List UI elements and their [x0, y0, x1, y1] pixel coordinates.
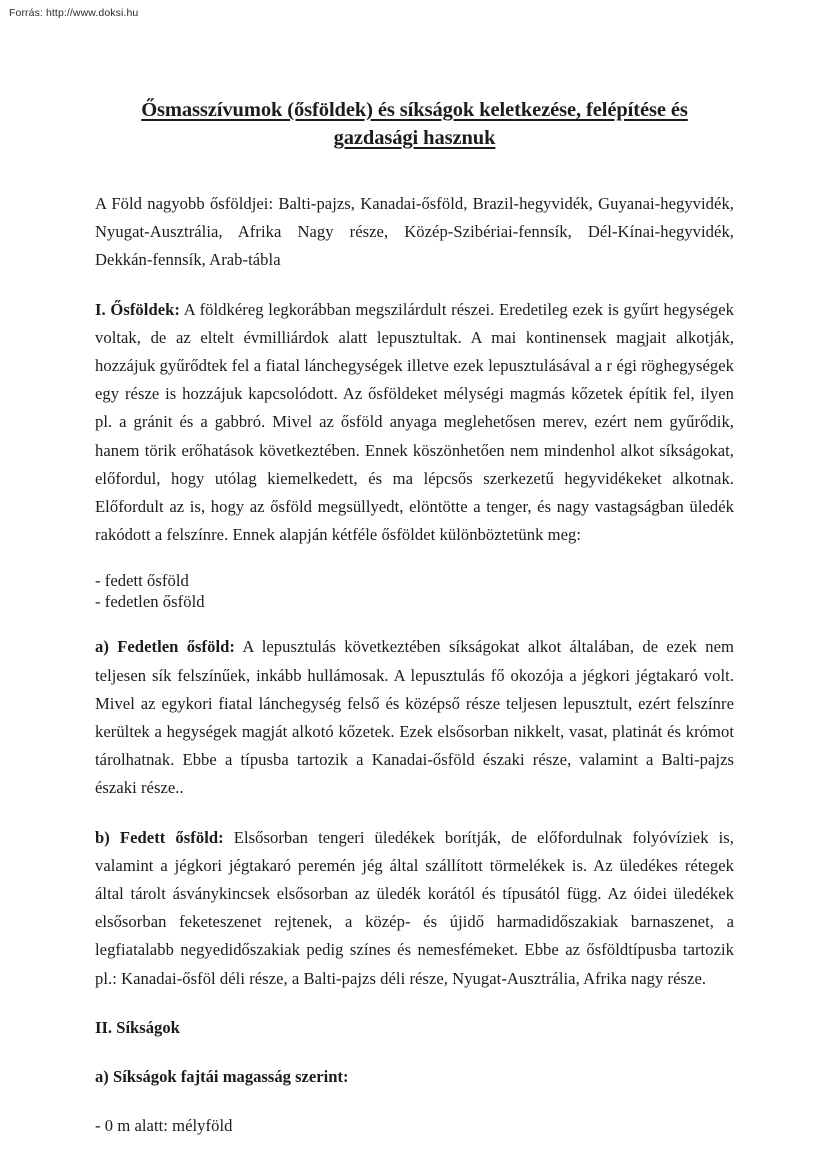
document-body — [95, 96, 734, 1161]
section-siksagok-heading: II. Síkságok — [95, 1017, 180, 1037]
section-fedett-body: Elsősorban tengeri üledékek borítják, de előfordulnak folyóvíziek is, valamint a jégkori jégtakaró peremén jég által szállított törmelékek is. Az üledékes rétegek által tárolt ásványkincsek elsősorban az üledék korától és típusától függ. Az óidei üledékek elsősorban feketeszenet rejtenek, a közép- és újidő harmadidőszakiak barnaszenet, a legfiatalabb negyedidőszakiak pedig színes és nemesfémeket. Ebbe az ősföldtípusba tartozik pl.: Kanadai-ősföl déli része, a Balti-pajzs déli része, Nyugat-Ausztrália, Afrika nagy része. — [95, 827, 734, 988]
list-item: - fedett ősföld — [95, 571, 189, 591]
page-title: Ősmasszívumok (ősföldek) és síkságok keletkezése, felépítése és gazdasági hasznuk — [141, 99, 688, 149]
section-fedett-paragraph — [95, 824, 734, 993]
section-fedetlen-body: A lepusztulás következtében síkságokat alkot általában, de ezek nem teljesen sík felszínűek, inkább hullámosak. A lepusztulás fő okozója a jégkori jégtakaró volt. Mivel az egykori fiatal lánchegység felső és középső része teljesen lepusztult, ezért felszínre kerültek a hegységek magját alkotó kőzetek. Ezek elsősorban nikkelt, vasat, platinát és krómot tárolhatnak. Ebbe a típusba tartozik a Kanadai-ősföld északi része, valamint a Balti-pajzs északi része.. — [95, 637, 734, 798]
siksagok-list-item: - 0 m alatt: mélyföld — [95, 1116, 233, 1136]
section-fedett-lead: b) Fedett ősföld: — [95, 827, 224, 847]
section-osfoldek-body: A földkéreg legkorábban megszilárdult részei. Eredetileg ezek is gyűrt hegységek voltak, de az eltelt évmilliárdok alatt lepusztultak. A mai kontinensek magjait alkotják, hozzájuk gyűrődtek fel a fiatal lánchegységek illetve ezek lepusztulásával a r égi röghegységek egy része is hozzájuk kapcsolódott. Az ősföldeket mélységi magmás kőzetek építik fel, ilyen pl. a gránit és a gabbró. Mivel az ősföld anyaga meglehetősen merev, ezért nem gyűrődik, hanem törik erőhatások következtében. Ennek köszönhetően nem mindenhol alkot síkságokat, előfordul, hogy utólag kiemelkedett, és ma lépcsős szerkezetű hegyvidékeket alkotnak. Előfordult az is, hogy az ősföld megsüllyedt, elöntötte a tenger, és nagy vastagságban üledék rakódott a felszínre. Ennek alapján kétféle ősföldet különböztetünk meg: — [95, 299, 734, 545]
list-item: - fedetlen ősföld — [95, 592, 205, 612]
section-fedetlen-lead: a) Fedetlen ősföld: — [95, 637, 235, 657]
osfold-types-list — [95, 570, 734, 612]
source-watermark: Forrás: http://www.doksi.hu — [9, 7, 139, 19]
section-siksagok-subheading: a) Síkságok fajtái magasság szerint: — [95, 1067, 349, 1087]
intro-paragraph: A Föld nagyobb ősföldjei: Balti-pajzs, Kanadai-ősföld, Brazil-hegyvidék, Guyanai-hegyvidék, Nyugat-Ausztrália, Afrika Nagy része, Közép-Szibériai-fennsík, Dél-Kínai-hegyvidék, Dekkán-fennsík, Arab-tábla — [95, 194, 734, 270]
section-fedetlen-paragraph — [95, 633, 734, 802]
section-osfoldek-lead: I. Ősföldek: — [95, 299, 180, 319]
section-osfoldek-paragraph — [95, 296, 734, 550]
